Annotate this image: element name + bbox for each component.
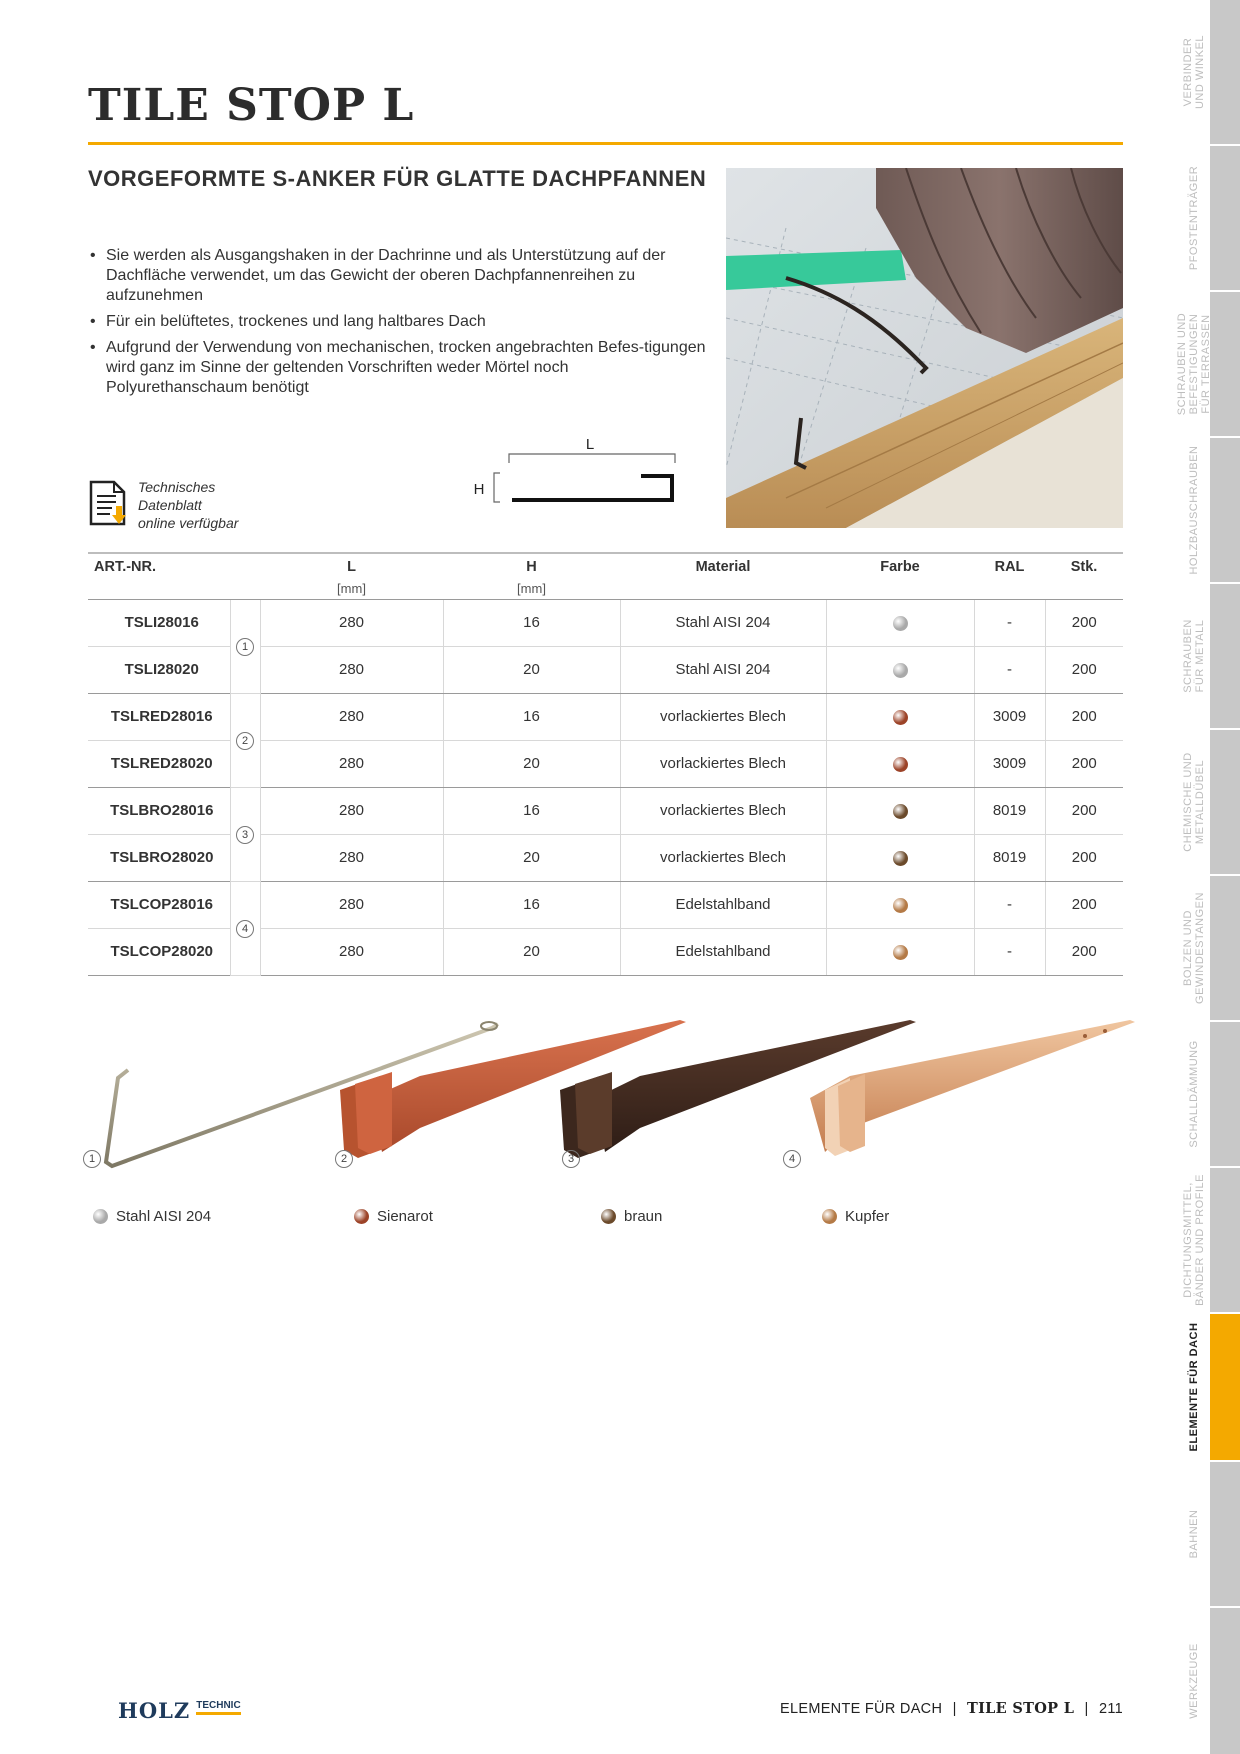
article-table (88, 552, 1123, 976)
page-footer: ELEMENTE FÜR DACH | TILE STOP L | 211 (780, 1700, 1123, 1717)
product-number: 4 (783, 1150, 801, 1168)
col-header-art: ART.-NR. (88, 553, 230, 579)
profile-diagram (468, 432, 688, 512)
sidebar-tab-dichtungsmittel[interactable]: DICHTUNGSMITTEL, BÄNDER UND PROFILE (1177, 1168, 1240, 1312)
sidebar-tab-elemente-dach[interactable]: ELEMENTE FÜR DACH (1177, 1314, 1240, 1460)
table-group-1 (88, 599, 1123, 693)
legend-item: Stahl AISI 204 (93, 1208, 211, 1225)
table-row: TSLI28020 280 20 Stahl AISI 204 - 200 (88, 646, 1123, 693)
sidebar-tab-duebel[interactable]: CHEMISCHE UND METALLDÜBEL (1177, 730, 1240, 874)
legend-item: Kupfer (822, 1208, 889, 1225)
sidebar-tab-verbinder[interactable]: VERBINDER UND WINKEL (1177, 0, 1240, 144)
color-swatch (893, 945, 908, 960)
legend-swatch (822, 1209, 837, 1224)
sidebar-tab-schrauben-metall[interactable]: SCHRAUBEN FÜR METALL (1177, 584, 1240, 728)
table-row: TSLBRO28020 280 20 vorlackiertes Blech 8019 200 (88, 834, 1123, 881)
table-row: TSLCOP28016 4 280 16 Edelstahlband - 200 (88, 881, 1123, 928)
col-header-l: L (260, 553, 443, 579)
table-row: TSLRED28020 280 20 vorlackiertes Blech 3009 200 (88, 740, 1123, 787)
group-number: 1 (236, 638, 254, 656)
legend-swatch (601, 1209, 616, 1224)
sidebar-tab-holzbauschrauben[interactable]: HOLZBAUSCHRAUBEN (1177, 438, 1240, 582)
color-swatch (893, 804, 908, 819)
col-header-h: H (443, 553, 620, 579)
legend-item: Sienarot (354, 1208, 433, 1225)
table-row: TSLBRO28016 3 280 16 vorlackiertes Blech 8019 200 (88, 787, 1123, 834)
dimension-l-label: L (585, 436, 595, 453)
sidebar-tab-pfostentraeger[interactable]: PFOSTENTRÄGER (1177, 146, 1240, 290)
footer-section: ELEMENTE FÜR DACH (780, 1701, 943, 1717)
sidebar-tab-schalldaemmung[interactable]: SCHALLDÄMMUNG (1177, 1022, 1240, 1166)
legend-item: braun (601, 1208, 662, 1225)
datasheet-text: Technisches Datenblatt online verfügbar (138, 479, 239, 531)
legend-swatch (93, 1209, 108, 1224)
product-number: 2 (335, 1150, 353, 1168)
unit-l: [mm] (260, 579, 443, 599)
sidebar-tab-terrassen[interactable]: SCHRAUBEN UND BEFESTIGUNGEN FÜR TERRASSEN (1177, 292, 1240, 436)
sidebar-tab-bolzen[interactable]: BOLZEN UND GEWINDESTANGEN (1177, 876, 1240, 1020)
col-header-material: Material (620, 553, 826, 579)
group-number: 4 (236, 920, 254, 938)
product-illustrations (80, 1010, 1135, 1180)
page-subtitle: VORGEFORMTE S-ANKER FÜR GLATTE DACHPFANNEN (88, 166, 707, 191)
color-swatch (893, 663, 908, 678)
document-download-icon (88, 478, 128, 528)
legend-swatch (354, 1209, 369, 1224)
product-number: 3 (562, 1150, 580, 1168)
table-row: TSLRED28016 2 280 16 vorlackiertes Blech 3009 200 (88, 693, 1123, 740)
feature-item: • Sie werden als Ausgangshaken in der Dachrinne und als Unterstützung auf der Dachfläche verwendet, um das Gewicht der oberen Dachpfannenreihen zu aufzunehmen (88, 246, 708, 306)
color-swatch (893, 710, 908, 725)
installation-photo (726, 168, 1123, 528)
feature-list (88, 246, 708, 404)
table-group-2 (88, 693, 1123, 787)
page-number: 211 (1098, 1701, 1123, 1717)
product-number: 1 (83, 1150, 101, 1168)
title-rule (88, 142, 1123, 145)
footer-product: TILE STOP L (966, 1700, 1075, 1717)
col-header-farbe: Farbe (826, 553, 974, 579)
chapter-sidebar (1177, 0, 1240, 1754)
group-number: 3 (236, 826, 254, 844)
table-header-row (88, 553, 1123, 579)
col-header-stk: Stk. (1045, 553, 1123, 579)
color-swatch (893, 757, 908, 772)
table-row: TSLCOP28020 280 20 Edelstahlband - 200 (88, 928, 1123, 975)
color-swatch (893, 851, 908, 866)
feature-item: • Aufgrund der Verwendung von mechanischen, trocken angebrachten Befes-tigungen wird ganz im Sinne der geltenden Vorschriften weder Mörtel noch Polyurethanschaum benötigt (88, 338, 708, 398)
table-group-3 (88, 787, 1123, 881)
dimension-h-label: H (473, 481, 485, 498)
datasheet-link[interactable] (88, 478, 238, 532)
page-title: TILE STOP L (88, 80, 415, 131)
table-units-row (88, 579, 1123, 599)
sidebar-tab-bahnen[interactable]: BAHNEN (1177, 1462, 1240, 1606)
group-number: 2 (236, 732, 254, 750)
table-row: TSLI28016 1 280 16 Stahl AISI 204 - 200 (88, 599, 1123, 646)
feature-item: • Für ein belüftetes, trockenes und lang haltbares Dach (88, 312, 708, 332)
sidebar-tab-werkzeuge[interactable]: WERKZEUGE (1177, 1608, 1240, 1754)
color-swatch (893, 616, 908, 631)
table-group-4 (88, 881, 1123, 975)
unit-h: [mm] (443, 579, 620, 599)
color-swatch (893, 898, 908, 913)
col-header-ral: RAL (974, 553, 1045, 579)
brand-logo: HOLZ TECHNIC (118, 1698, 241, 1723)
